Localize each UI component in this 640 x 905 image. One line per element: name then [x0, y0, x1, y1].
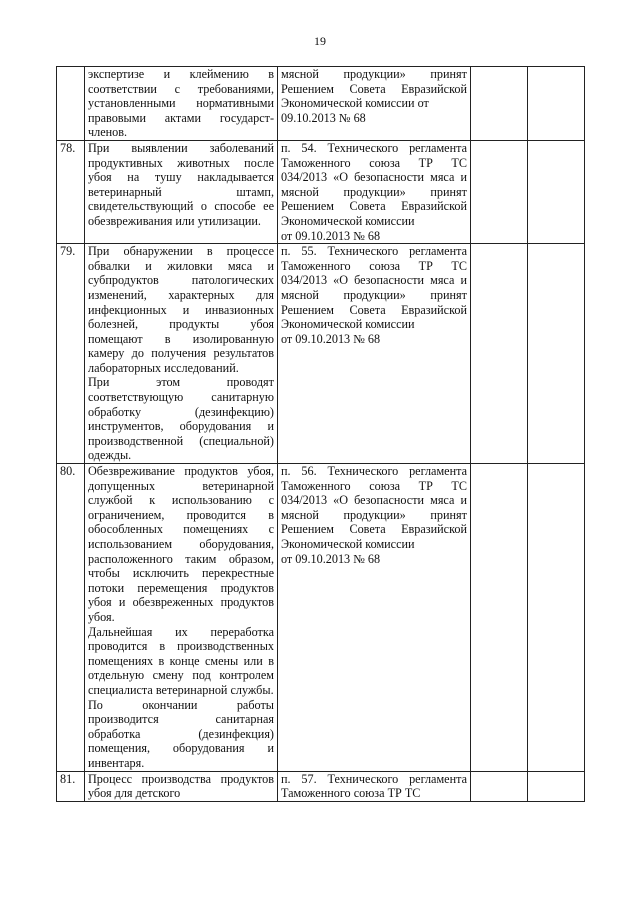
- reference-cell: [278, 771, 471, 801]
- empty-cell-a: [471, 67, 528, 141]
- empty-cell-b: [528, 464, 585, 771]
- requirement-paragraph: При этом проводят соответствующую санитарную обработку (дезинфекцию) инструментов, оборудования и производственной (специальной) одежды.: [88, 375, 274, 463]
- reference-cell: [278, 67, 471, 141]
- requirement-paragraph: Дальнейшая их переработка проводится в производственных помещениях в конце смены или в отдельную смену под контролем специалиста ветеринарной службы.: [88, 624, 274, 697]
- requirement-paragraph: Процесс производства продуктов убоя для детского: [88, 771, 274, 801]
- requirement-paragraph: Обезвреживание продуктов убоя, допущенных ветеринарной службой к использованию с ограничением, проводится в обособленных помещениях с использованием оборудования, расположенного таким образом, чтобы исключить перекрестные потоки перемещения продуктов убоя и обезвреженных продуктов убоя.: [88, 464, 274, 624]
- requirement-cell: [85, 140, 278, 243]
- row-number: 81.: [57, 771, 85, 801]
- empty-cell-b: [528, 771, 585, 801]
- row-number: 78.: [57, 140, 85, 243]
- table-row: [57, 140, 585, 243]
- empty-cell-b: [528, 67, 585, 141]
- empty-cell-b: [528, 244, 585, 464]
- row-number: 80.: [57, 464, 85, 771]
- table-row: [57, 67, 585, 141]
- reference-paragraph: п. 54. Технического регламента Таможенного союза ТР ТС 034/2013 «О безопасности мяса и мясной продукции» принят Решением Совета Евразийской Экономической комиссии: [281, 140, 467, 228]
- reference-cell: [278, 140, 471, 243]
- table-row: [57, 244, 585, 464]
- table-row: [57, 771, 585, 801]
- reference-paragraph: п. 56. Технического регламента Таможенного союза ТР ТС 034/2013 «О безопасности мяса и мясной продукции» принят Решением Совета Евразийской Экономической комиссии: [281, 464, 467, 551]
- reference-paragraph: мясной продукции» принят Решением Совета Евразийской Экономической комиссии от: [281, 67, 467, 111]
- empty-cell-a: [471, 244, 528, 464]
- reference-paragraph: 09.10.2013 № 68: [281, 110, 366, 125]
- empty-cell-a: [471, 140, 528, 243]
- requirement-cell: [85, 464, 278, 771]
- requirement-cell: [85, 244, 278, 464]
- empty-cell-a: [471, 464, 528, 771]
- requirement-paragraph: При обнаружении в процессе обвалки и жиловки мяса и субпродуктов патологических изменений, характерных для инфекционных и инвазионных болезней, продукты убоя помещают в изолированную камеру до получения результатов лабораторных исследований.: [88, 244, 274, 375]
- page-number: 19: [314, 34, 326, 48]
- requirement-paragraph: экспертизе и клеймению в соответствии с требованиями, установленными нормативными правовыми актами государст-членов.: [88, 67, 274, 140]
- empty-cell-a: [471, 771, 528, 801]
- requirement-cell: [85, 771, 278, 801]
- requirement-paragraph: При выявлении заболеваний продуктивных животных после убоя на тушу накладывается ветеринарный штамп, свидетельствующий о способе ее обезвреживания или утилизации.: [88, 140, 274, 228]
- reference-paragraph: от 09.10.2013 № 68: [281, 551, 381, 566]
- reference-paragraph: от 09.10.2013 № 68: [281, 228, 381, 243]
- reference-paragraph: п. 55. Технического регламента Таможенного союза ТР ТС 034/2013 «О безопасности мяса и мясной продукции» принят Решением Совета Евразийской Экономической комиссии: [281, 244, 467, 332]
- reference-paragraph: п. 57. Технического регламента Таможенного союза ТР ТС: [281, 771, 467, 801]
- requirement-cell: [85, 67, 278, 141]
- table-body: [57, 67, 585, 802]
- requirement-paragraph: По окончании работы производится санитарная обработка (дезинфекция) помещения, оборудования и инвентаря.: [88, 697, 274, 770]
- empty-cell-b: [528, 140, 585, 243]
- row-number: 79.: [57, 244, 85, 464]
- row-number: [57, 67, 85, 141]
- reference-cell: [278, 464, 471, 771]
- reference-paragraph: от 09.10.2013 № 68: [281, 331, 381, 346]
- table-row: [57, 464, 585, 771]
- requirements-table: [56, 66, 585, 802]
- reference-cell: [278, 244, 471, 464]
